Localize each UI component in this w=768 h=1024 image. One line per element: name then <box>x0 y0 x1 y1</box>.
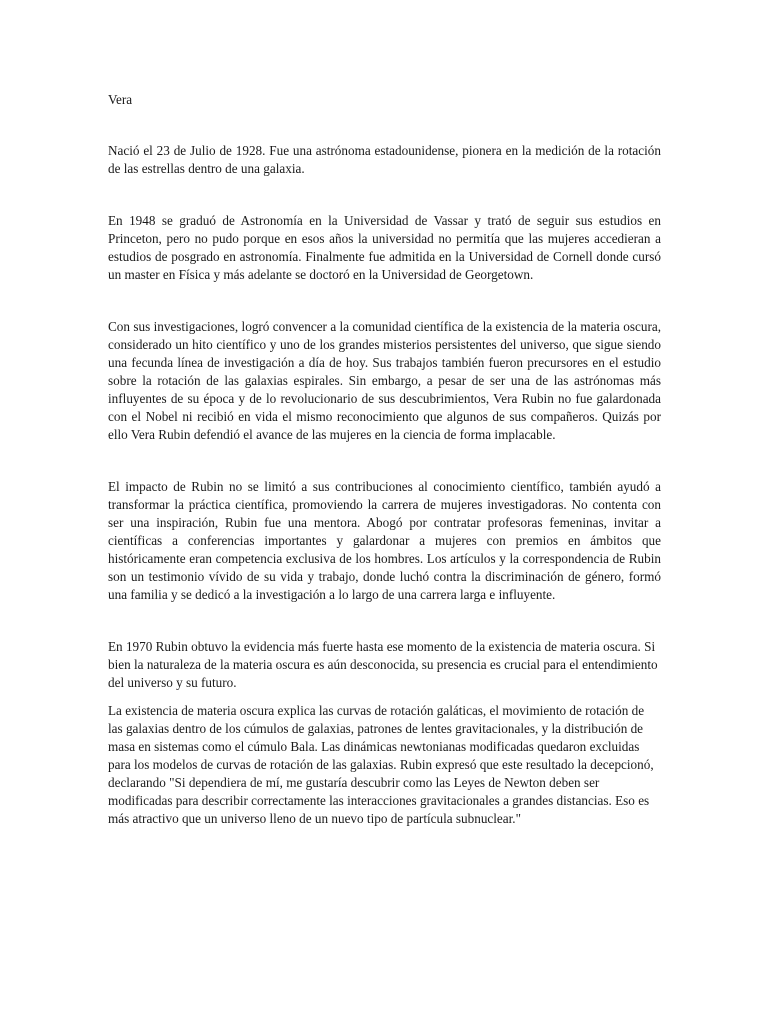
paragraph-research: Con sus investigaciones, logró convencer a la comunidad científica de la existencia de la materia oscura, considerado un hito científico y uno de los grandes misterios persistentes del universo, que sigue siendo una fecunda línea de investigación a día de hoy. Sus trabajos también fueron precursores en el estudio sobre la rotación de las galaxias espirales. Sin embargo, a pesar de ser una de las astrónomas más influyentes de su época y de lo revolucionario de sus descubrimientos, Vera Rubin no fue galardonada con el Nobel ni recibió en vida el mismo reconocimiento que algunos de sus compañeros. Quizás por ello Vera Rubin defendió el avance de las mujeres en la ciencia de forma implacable. <box>108 319 661 442</box>
paragraph-education: En 1948 se graduó de Astronomía en la Universidad de Vassar y trató de seguir sus estudios en Princeton, pero no pudo porque en esos años la universidad no permitía que las mujeres accedieran a estudios de posgrado en astronomía. Finalmente fue admitida en la Universidad de Cornell donde cursó un master en Física y más adelante se doctoró en la Universidad de Georgetown. <box>108 213 661 282</box>
paragraph-1970-evidence: En 1970 Rubin obtuvo la evidencia más fuerte hasta ese momento de la existencia de materia oscura. Si bien la naturaleza de la materia oscura es aún desconocida, su presencia es crucial para el entendimiento del universo y su futuro. <box>108 639 658 690</box>
paragraph-birth: Nació el 23 de Julio de 1928. Fue una astrónoma estadounidense, pionera en la medición de la rotación de las estrellas dentro de una galaxia. <box>108 143 661 176</box>
paragraph-dark-matter: La existencia de materia oscura explica las curvas de rotación galáticas, el movimiento de rotación de las galaxias dentro de los cúmulos de galaxias, patrones de lentes gravitacionales, y la distribución de masa en sistemas como el cúmulo Bala. Las dinámicas newtonianas modificadas quedaron excluidas para los modelos de curvas de rotación de las galaxias. Rubin expresó que este resultado la decepcionó, declarando "Si dependiera de mí, me gustaría descubrir como las Leyes de Newton deben ser modificadas para describir correctamente las interacciones gravitacionales a grandes distancias. Eso es más atractivo que un universo lleno de un nuevo tipo de partícula subnuclear." <box>108 703 654 826</box>
paragraph-impact: El impacto de Rubin no se limitó a sus contribuciones al conocimiento científico, también ayudó a transformar la práctica científica, promoviendo la carrera de mujeres investigadoras. No contenta con ser una inspiración, Rubin fue una mentora. Abogó por contratar profesoras femeninas, invitar a científicas a conferencias importantes y galardonar a mujeres con premios en ámbitos que históricamente eran competencia exclusiva de los hombres. Los artículos y la correspondencia de Rubin son un testimonio vívido de su vida y trabajo, donde luchó contra la discriminación de género, formó una familia y se dedicó a la investigación a lo largo de una carrera larga e influyente. <box>108 479 661 602</box>
document-page <box>108 91 661 828</box>
document-title: Vera <box>108 92 133 107</box>
